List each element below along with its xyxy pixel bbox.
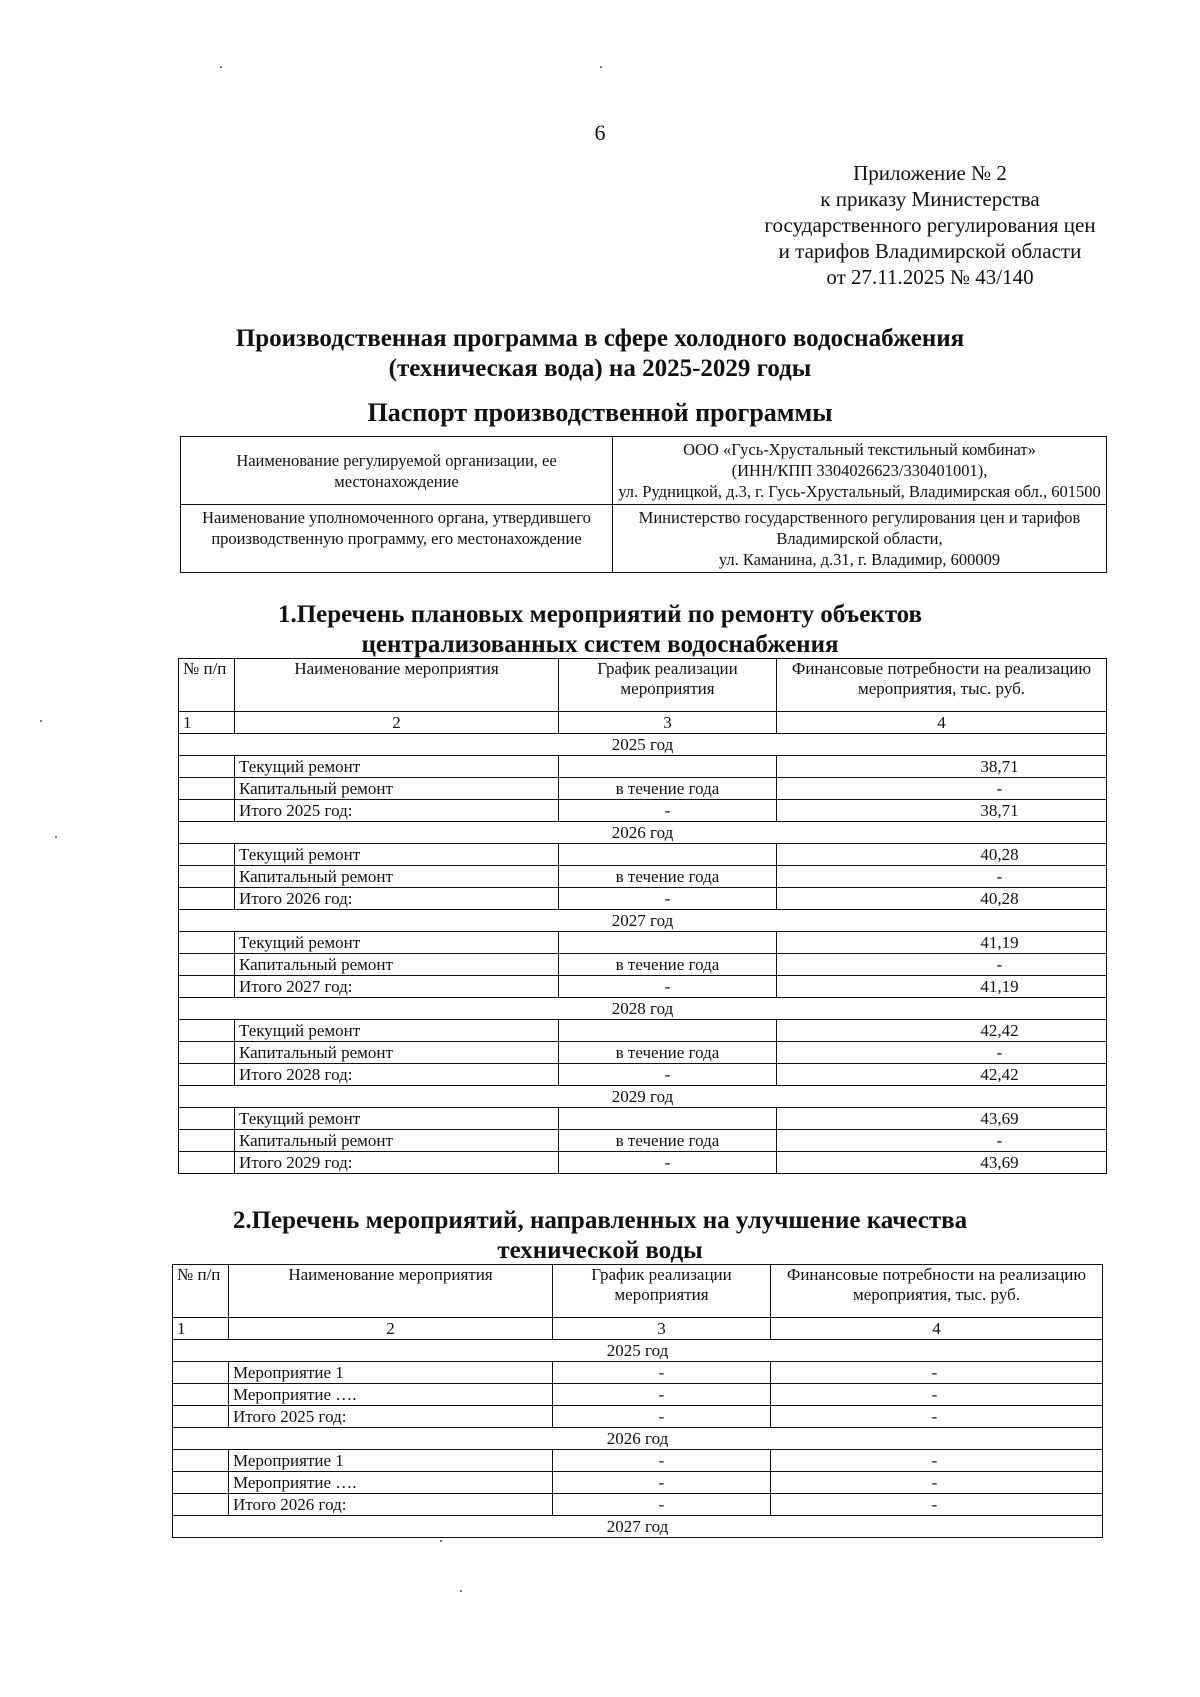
table-row xyxy=(179,954,1107,976)
row-value: - xyxy=(777,954,1107,976)
row-num xyxy=(179,756,235,778)
column-number: 2 xyxy=(235,712,559,734)
row-num xyxy=(179,976,235,998)
row-num xyxy=(179,1108,235,1130)
section-heading-line: 2.Перечень мероприятий, направленных на улучшение качества xyxy=(232,1207,968,1234)
passport-heading: Паспорт производственной программы xyxy=(367,398,833,427)
section2-heading xyxy=(150,1206,1050,1266)
appendix-line: от 27.11.2025 № 43/140 xyxy=(826,265,1034,289)
row-schedule xyxy=(559,932,777,954)
passport-value-line: Министерство государственного регулирования цен и тарифов Владимирской области, xyxy=(638,508,1081,548)
row-schedule: - xyxy=(559,1152,777,1174)
row-num xyxy=(173,1384,229,1406)
title-line: Производственная программа в сфере холодного водоснабжения xyxy=(235,325,965,352)
row-value: 43,69 xyxy=(777,1108,1107,1130)
passport-value-line: ул. Каманина, д.31, г. Владимир, 600009 xyxy=(718,550,1001,569)
column-number: 4 xyxy=(777,712,1107,734)
column-number: 3 xyxy=(559,712,777,734)
row-value: 41,19 xyxy=(777,932,1107,954)
row-num xyxy=(179,1020,235,1042)
passport-row xyxy=(181,437,1107,505)
row-name: Текущий ремонт xyxy=(235,1020,559,1042)
row-num xyxy=(173,1450,229,1472)
year-row xyxy=(179,1086,1107,1108)
row-value: 38,71 xyxy=(777,800,1107,822)
row-value: - xyxy=(771,1494,1103,1516)
column-number: 4 xyxy=(771,1318,1103,1340)
year-label: 2025 год xyxy=(173,1340,1103,1362)
row-name: Капитальный ремонт xyxy=(235,954,559,976)
year-row xyxy=(173,1340,1103,1362)
header-finance: Финансовые потребности на реализацию мероприятия, тыс. руб. xyxy=(777,659,1107,712)
table-row xyxy=(173,1472,1103,1494)
row-value: - xyxy=(777,866,1107,888)
year-label: 2026 год xyxy=(173,1428,1103,1450)
row-num xyxy=(179,932,235,954)
table-row xyxy=(173,1384,1103,1406)
row-name: Текущий ремонт xyxy=(235,932,559,954)
row-value: - xyxy=(777,778,1107,800)
passport-label: Наименование уполномоченного органа, утвердившего производственную программу, его местонахождение xyxy=(181,505,613,573)
row-num xyxy=(179,1064,235,1086)
row-name: Итого 2029 год: xyxy=(235,1152,559,1174)
table-row xyxy=(179,866,1107,888)
row-num xyxy=(173,1472,229,1494)
year-row xyxy=(173,1516,1103,1538)
year-label: 2026 год xyxy=(179,822,1107,844)
table-header-row xyxy=(179,659,1107,712)
passport-table xyxy=(180,436,1107,573)
row-name: Капитальный ремонт xyxy=(235,1130,559,1152)
row-value: 40,28 xyxy=(777,888,1107,910)
header-name: Наименование мероприятия xyxy=(229,1265,553,1318)
row-name: Итого 2025 год: xyxy=(235,800,559,822)
row-schedule xyxy=(559,756,777,778)
row-value: - xyxy=(771,1362,1103,1384)
table-row xyxy=(179,1152,1107,1174)
row-value: - xyxy=(771,1406,1103,1428)
passport-value-line: ООО «Гусь-Хрустальный текстильный комбинат» xyxy=(683,440,1036,459)
passport-label: Наименование регулируемой организации, ее местонахождение xyxy=(181,437,613,505)
row-name: Мероприятие 1 xyxy=(229,1450,553,1472)
row-schedule xyxy=(559,844,777,866)
row-num xyxy=(173,1362,229,1384)
row-name: Мероприятие …. xyxy=(229,1472,553,1494)
table-row xyxy=(179,1020,1107,1042)
table-row xyxy=(179,844,1107,866)
row-num xyxy=(179,954,235,976)
row-name: Текущий ремонт xyxy=(235,844,559,866)
table-row xyxy=(179,1042,1107,1064)
year-row xyxy=(179,734,1107,756)
row-value: 40,28 xyxy=(777,844,1107,866)
passport-value xyxy=(613,505,1107,573)
row-schedule: в течение года xyxy=(559,866,777,888)
row-name: Итого 2026 год: xyxy=(229,1494,553,1516)
row-value: 41,19 xyxy=(777,976,1107,998)
quality-plan-table xyxy=(172,1264,1103,1538)
row-schedule: - xyxy=(559,888,777,910)
row-schedule: - xyxy=(559,1064,777,1086)
table-row xyxy=(179,1064,1107,1086)
column-number-row xyxy=(179,712,1107,734)
table-header-row xyxy=(173,1265,1103,1318)
page-number: 6 xyxy=(594,120,606,145)
row-name: Итого 2026 год: xyxy=(235,888,559,910)
header-num: № п/п xyxy=(173,1265,229,1318)
row-name: Мероприятие 1 xyxy=(229,1362,553,1384)
row-num xyxy=(179,1042,235,1064)
row-value: 43,69 xyxy=(777,1152,1107,1174)
row-schedule xyxy=(559,1108,777,1130)
column-number-row xyxy=(173,1318,1103,1340)
table-row xyxy=(179,932,1107,954)
column-number: 2 xyxy=(229,1318,553,1340)
year-label: 2029 год xyxy=(179,1086,1107,1108)
row-name: Итого 2025 год: xyxy=(229,1406,553,1428)
column-number: 1 xyxy=(173,1318,229,1340)
row-schedule: - xyxy=(559,800,777,822)
row-schedule xyxy=(559,1020,777,1042)
year-row xyxy=(179,998,1107,1020)
table-row xyxy=(179,1108,1107,1130)
year-label: 2028 год xyxy=(179,998,1107,1020)
section1-heading xyxy=(150,600,1050,660)
row-value: - xyxy=(771,1472,1103,1494)
row-schedule: - xyxy=(553,1406,771,1428)
table-row xyxy=(179,976,1107,998)
appendix-line: к приказу Министерства xyxy=(820,187,1040,211)
appendix-line: государственного регулирования цен xyxy=(764,213,1096,237)
passport-value-line: ул. Рудницкой, д.3, г. Гусь-Хрустальный, Владимирская обл., 601500 xyxy=(618,482,1101,501)
year-row xyxy=(179,910,1107,932)
table-row xyxy=(173,1406,1103,1428)
year-row xyxy=(179,822,1107,844)
row-value: - xyxy=(771,1450,1103,1472)
row-name: Капитальный ремонт xyxy=(235,1042,559,1064)
row-name: Итого 2027 год: xyxy=(235,976,559,998)
table-row xyxy=(179,800,1107,822)
row-value: - xyxy=(777,1130,1107,1152)
table-row xyxy=(173,1494,1103,1516)
row-schedule: в течение года xyxy=(559,1042,777,1064)
passport-value-line: (ИНН/КПП 3304026623/330401001), xyxy=(731,461,988,480)
row-value: - xyxy=(771,1384,1103,1406)
row-value: - xyxy=(777,1042,1107,1064)
year-label: 2025 год xyxy=(179,734,1107,756)
header-name: Наименование мероприятия xyxy=(235,659,559,712)
row-name: Мероприятие …. xyxy=(229,1384,553,1406)
row-num xyxy=(173,1406,229,1428)
row-schedule: - xyxy=(553,1472,771,1494)
row-schedule: в течение года xyxy=(559,954,777,976)
row-num xyxy=(179,1130,235,1152)
document-title xyxy=(150,324,1050,384)
section-heading-line: централизованных систем водоснабжения xyxy=(361,631,839,658)
header-num: № п/п xyxy=(179,659,235,712)
row-num xyxy=(179,1152,235,1174)
row-num xyxy=(179,866,235,888)
table-row xyxy=(179,888,1107,910)
row-name: Капитальный ремонт xyxy=(235,778,559,800)
table-row xyxy=(173,1450,1103,1472)
table-row xyxy=(179,756,1107,778)
row-schedule: - xyxy=(553,1384,771,1406)
row-schedule: - xyxy=(553,1450,771,1472)
row-name: Текущий ремонт xyxy=(235,756,559,778)
row-num xyxy=(179,844,235,866)
row-schedule: в течение года xyxy=(559,778,777,800)
passport-value xyxy=(613,437,1107,505)
header-finance: Финансовые потребности на реализацию мероприятия, тыс. руб. xyxy=(771,1265,1103,1318)
appendix-line: и тарифов Владимирской области xyxy=(778,239,1082,263)
appendix-line: Приложение № 2 xyxy=(853,161,1007,185)
row-value: 42,42 xyxy=(777,1020,1107,1042)
table-row xyxy=(179,778,1107,800)
column-number: 1 xyxy=(179,712,235,734)
section-heading-line: 1.Перечень плановых мероприятий по ремонту объектов xyxy=(277,601,923,628)
header-schedule: График реализации мероприятия xyxy=(559,659,777,712)
row-schedule: - xyxy=(553,1362,771,1384)
row-name: Итого 2028 год: xyxy=(235,1064,559,1086)
row-schedule: - xyxy=(559,976,777,998)
section-heading-line: технической воды xyxy=(497,1237,703,1264)
row-num xyxy=(179,888,235,910)
row-num xyxy=(179,800,235,822)
row-value: 38,71 xyxy=(777,756,1107,778)
table-row xyxy=(179,1130,1107,1152)
row-name: Текущий ремонт xyxy=(235,1108,559,1130)
passport-row xyxy=(181,505,1107,573)
row-value: 42,42 xyxy=(777,1064,1107,1086)
appendix-block xyxy=(740,160,1120,290)
table-row xyxy=(173,1362,1103,1384)
year-label: 2027 год xyxy=(173,1516,1103,1538)
repair-plan-table xyxy=(178,658,1107,1174)
row-num xyxy=(173,1494,229,1516)
row-schedule: - xyxy=(553,1494,771,1516)
year-label: 2027 год xyxy=(179,910,1107,932)
title-line: (техническая вода) на 2025-2029 годы xyxy=(388,355,812,382)
row-schedule: в течение года xyxy=(559,1130,777,1152)
year-row xyxy=(173,1428,1103,1450)
row-name: Капитальный ремонт xyxy=(235,866,559,888)
row-num xyxy=(179,778,235,800)
column-number: 3 xyxy=(553,1318,771,1340)
header-schedule: График реализации мероприятия xyxy=(553,1265,771,1318)
